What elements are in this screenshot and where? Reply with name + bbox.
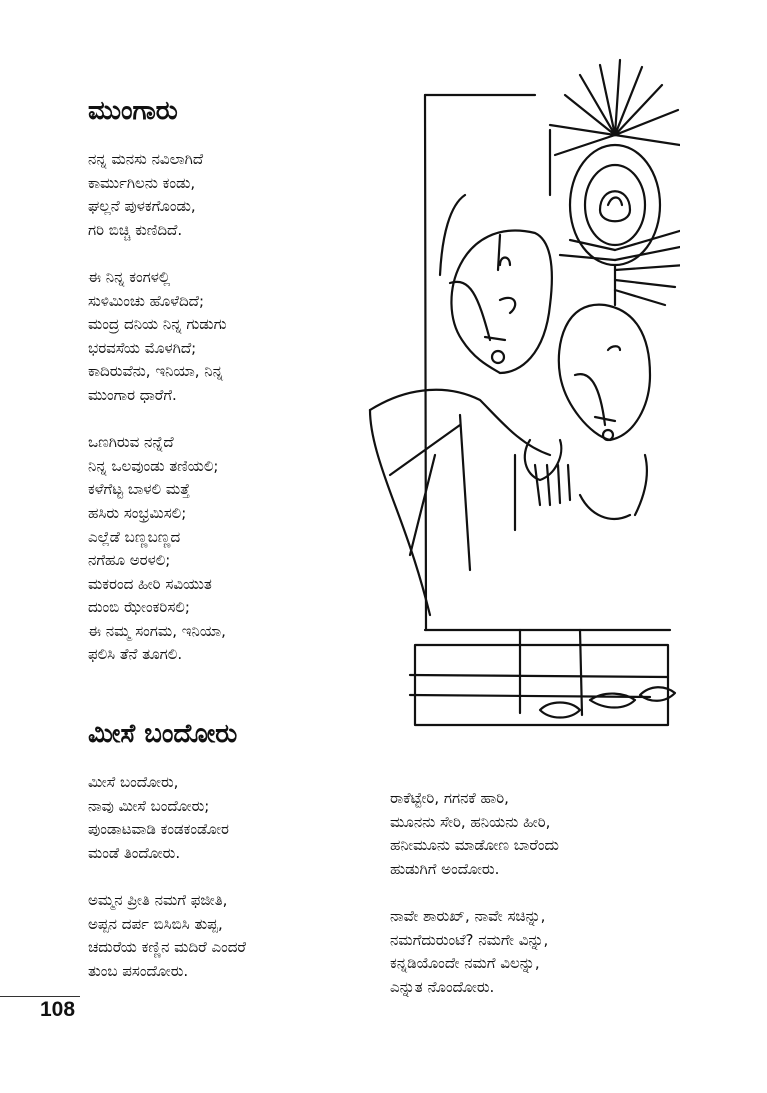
- poem-line: ಘಲ್ಲನೆ ಪುಳಕಗೊಂಡು,: [88, 197, 196, 216]
- poem-line: ಮೂನನು ಸೇರಿ, ಹನಿಯನು ಹೀರಿ,: [390, 812, 551, 831]
- poem-line: ಎನ್ನುತ ನೊಂದೋರು.: [390, 977, 495, 996]
- feather-eye: [570, 145, 660, 265]
- poem-title-mungaru: ಮುಂಗಾರು: [88, 96, 178, 126]
- poem-line: ಕಾರ್ಮುಗಿಲನು ಕಂಡು,: [88, 173, 196, 192]
- poem-line: ಕಳೆಗೆಟ್ಟ ಬಾಳಲಿ ಮತ್ತೆ: [88, 480, 190, 499]
- poem-line: ನಮಗೆದುರುಂಟೆ? ನಮಗೇ ವಿನ್ನು,: [390, 930, 549, 949]
- poem-line: ನಿನ್ನ ಒಲವುಂಡು ತಣಿಯಲಿ;: [88, 456, 219, 475]
- poem-line: ದುಂಬಿ ಝೇಂಕರಿಸಲಿ;: [88, 598, 190, 617]
- stanza-break: [390, 881, 559, 905]
- stanza-break: [88, 242, 226, 266]
- poem-line: ಹಸಿರು ಸಂಭ್ರಮಿಸಲಿ;: [88, 503, 187, 522]
- poem-line: ಅಮ್ಮನ ಪ್ರೀತಿ ನಮಗೆ ಫಜೀತಿ,: [88, 890, 228, 909]
- poem-line: ಮುಂಗಾರ ಧಾರೆಗೆ.: [88, 385, 177, 404]
- poem-line: ಒಣಗಿರುವ ನನ್ನೆದೆ: [88, 433, 174, 452]
- poem-line: ನಾವು ಮೀಸೆ ಬಂದೋರು;: [88, 796, 210, 815]
- poem-line: ಕನ್ನಡಿಯೊಂದೇ ನಮಗೆ ವಿಲನ್ನು,: [390, 954, 540, 973]
- poem-line: ಎಲ್ಲೆಡೆ ಬಣ್ಣಬಣ್ಣದ: [88, 527, 181, 546]
- poem-line: ಮಂದ್ರ ದನಿಯ ನಿನ್ನ ಗುಡುಗು: [88, 315, 227, 334]
- poem-line: ರಾಕೆಟ್ಟೇರಿ, ಗಗನಕೆ ಹಾರಿ,: [390, 789, 509, 807]
- page-rule: [0, 996, 80, 997]
- leaves: [540, 687, 675, 717]
- stanza-break: [88, 408, 226, 432]
- poem-line: ಪುಂಡಾಟವಾಡಿ ಕಂಡಕಂಡೋರ: [88, 820, 229, 839]
- poem-line: ನಾವೇ ಶಾರುಖ್, ನಾವೇ ಸಚಿನ್ನು,: [390, 906, 546, 925]
- poem-line: ಮೀಸೆ ಬಂದೋರು,: [88, 773, 179, 791]
- poem-column-right: [390, 787, 559, 999]
- poem-line: ಗರಿ ಬಿಚ್ಚಿ ಕುಣಿದಿದೆ.: [88, 220, 183, 239]
- poem-line: ತುಂಬ ಪಸಂದೋರು.: [88, 961, 189, 980]
- poem-body-mungaru: [88, 148, 226, 667]
- face-left: [450, 231, 552, 373]
- line-drawing-illustration: [350, 55, 680, 755]
- poem-line: ಭರವಸೆಯ ಮೊಳಗಿದೆ;: [88, 338, 197, 357]
- poem-line: ಹನೀಮೂನು ಮಾಡೋಣ ಬಾರೆಂದು: [390, 836, 559, 855]
- poem-line: ಚದುರೆಯ ಕಣ್ಣಿನ ಮದಿರೆ ಎಂದರೆ: [88, 938, 246, 957]
- poem-line: ಕಾದಿರುವೆನು, ಇನಿಯಾ, ನಿನ್ನ: [88, 362, 224, 381]
- page-number: 108: [40, 998, 76, 1021]
- poem-line: ಈ ನಿನ್ನ ಕಂಗಳಲ್ಲಿ: [88, 267, 171, 286]
- poem-line: ಸುಳಿಮಿಂಚು ಹೊಳೆದಿದೆ;: [88, 291, 205, 310]
- poem-line: ಹುಡುಗಿಗೆ ಅಂದೋರು.: [390, 859, 500, 878]
- poem-title-meese-bandoru: ಮೀಸೆ ಬಂದೋರು: [88, 719, 238, 749]
- frame: [410, 95, 670, 725]
- face-right: [559, 305, 650, 440]
- poem-line: ಅಪ್ಪನ ದರ್ಪ ಬಿಸಿಬಿಸಿ ತುಪ್ಪ,: [88, 914, 223, 933]
- poem-line: ಮಂಡೆ ತಿಂದೋರು.: [88, 843, 181, 862]
- poem-line: ಈ ನಮ್ಮ ಸಂಗಮ, ಇನಿಯಾ,: [88, 621, 226, 640]
- stanza-break: [88, 865, 246, 889]
- poem-line: ಫಲಿಸಿ ತೆನೆ ತೂಗಲಿ.: [88, 645, 183, 664]
- poem-line: ಮಕರಂದ ಹೀರಿ ಸವಿಯುತ: [88, 574, 212, 593]
- poem-line: ನಗೆಹೂ ಅರಳಲಿ;: [88, 551, 171, 570]
- feather-rays: [550, 60, 680, 155]
- poem-column-left: [88, 771, 246, 983]
- poem-line: ನನ್ನ ಮನಸು ನವಿಲಾಗಿದೆ: [88, 150, 204, 168]
